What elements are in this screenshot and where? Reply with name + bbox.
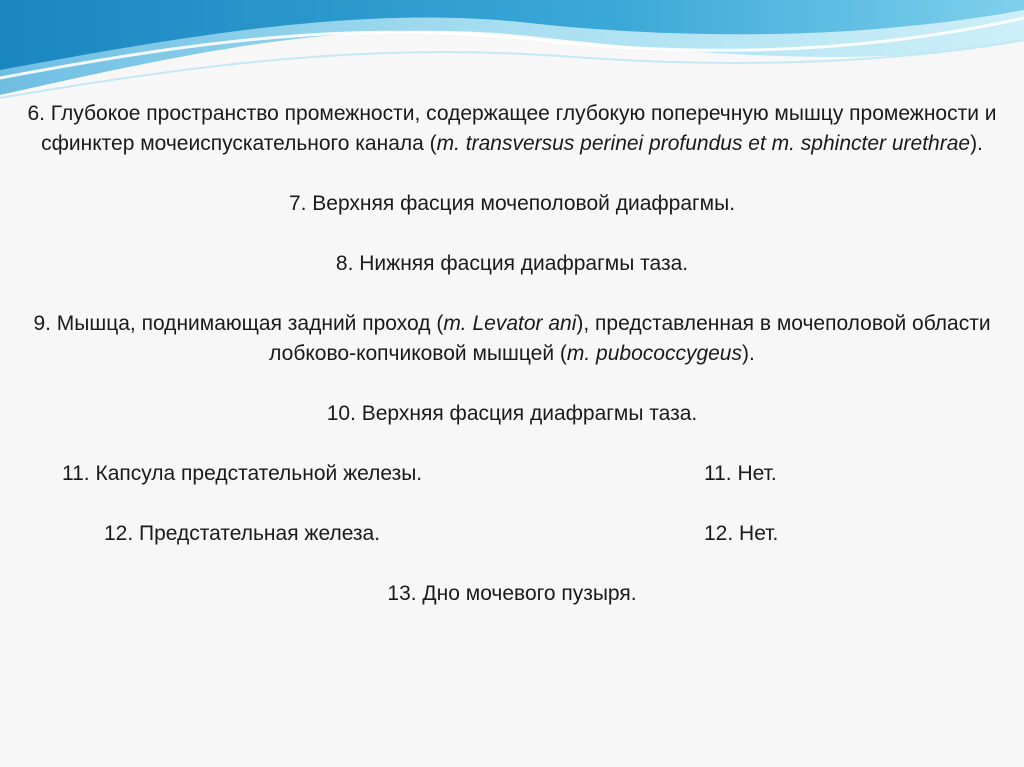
item-11-left: 11. Капсула предстательной железы.: [62, 462, 423, 485]
item-12-row: [20, 519, 1004, 549]
item-9: [20, 309, 1004, 369]
item-11-right: 11. Нет.: [704, 462, 777, 485]
item-10: 10. Верхняя фасция диафрагмы таза.: [326, 402, 698, 425]
item-9-close: ).: [742, 342, 755, 365]
item-9-latin-2: m. pubococcygeus: [566, 342, 742, 365]
item-6-latin: m. transversus perinei profundus et m. sphincter urethrae: [436, 132, 971, 155]
item-11-row: [20, 459, 1004, 489]
item-6-text: 6. Глубокое пространство промежности, содержащее глубокую поперечную мышцу промежности и сфинктер мочеиспускательного канала (: [27, 102, 997, 155]
item-6-close: ).: [970, 132, 983, 155]
slide-body: [20, 99, 1004, 609]
item-7: 7. Верхняя фасция мочеполовой диафрагмы.: [288, 192, 736, 215]
item-9-latin-1: m. Levator ani: [443, 312, 577, 335]
item-13: 13. Дно мочевого пузыря.: [387, 582, 637, 605]
item-9-text-2: ), представленная в мочеполовой области лобково-копчиковой мышцей (: [269, 312, 991, 365]
item-8: 8. Нижняя фасция диафрагмы таза.: [335, 252, 689, 275]
item-12-left: 12. Предстательная железа.: [104, 522, 381, 545]
item-12-right: 12. Нет.: [704, 522, 779, 545]
item-6: [20, 99, 1004, 159]
item-9-text: 9. Мышца, поднимающая задний проход (: [33, 312, 444, 335]
